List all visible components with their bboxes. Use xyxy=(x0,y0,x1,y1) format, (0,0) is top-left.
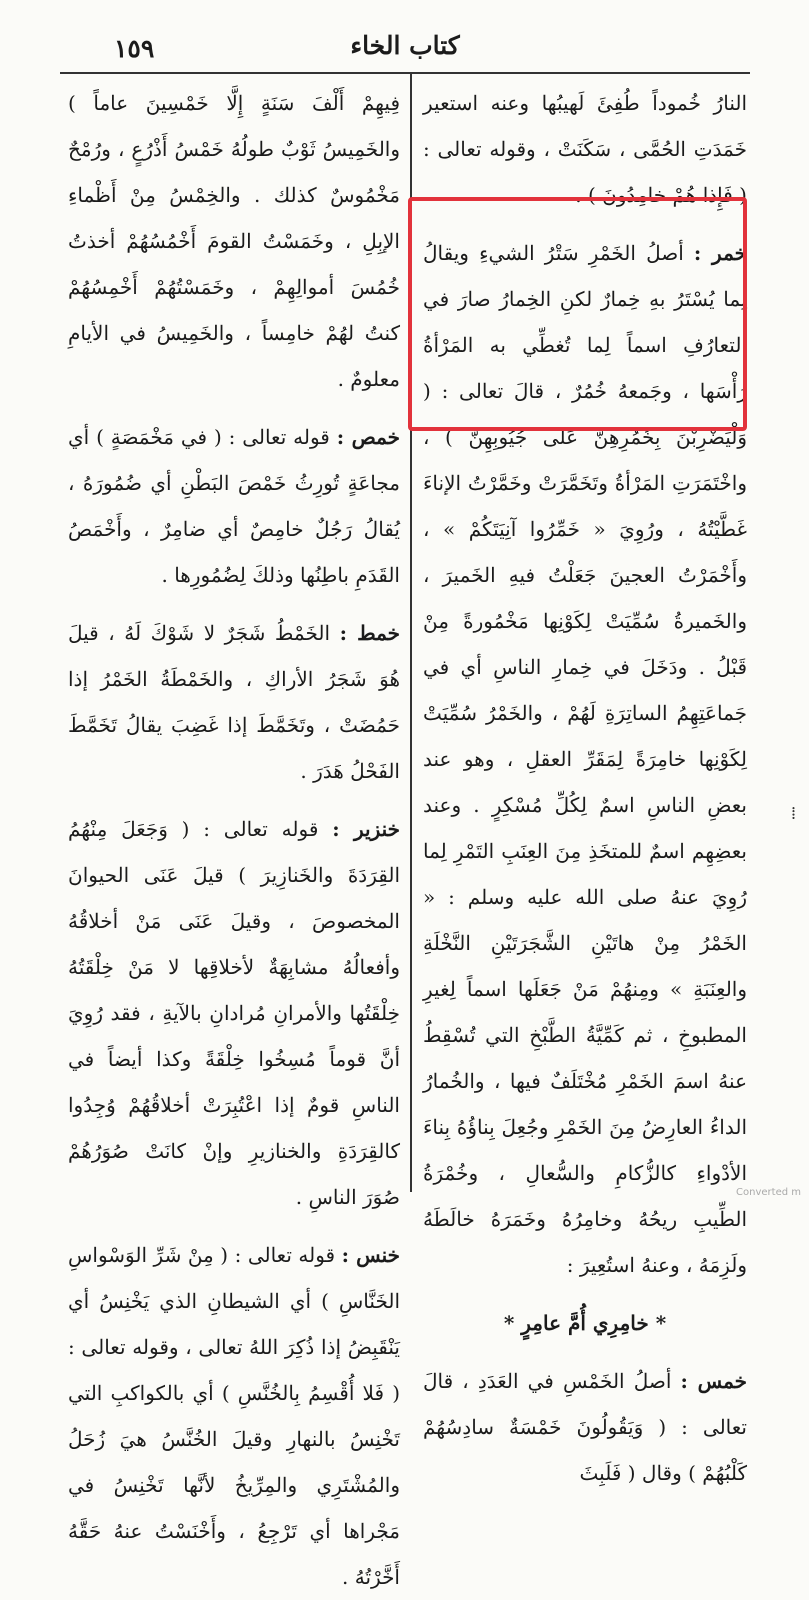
entry-headword: خمص : xyxy=(336,425,401,449)
entry-text: أصلُ الخَمْسِ في العَدَدِ ، قالَ تعالى : ( وَيَقُولُونَ خَمْسَةٌ سادِسُهُمْ كَلْبُهُمْ ) وقال ( فَلَبِثَ xyxy=(423,1369,747,1485)
entry-headword: خنس : xyxy=(341,1243,400,1267)
entry-headword: خمس : xyxy=(680,1369,747,1393)
entry-khams-continuation xyxy=(68,80,400,402)
entry-headword: خمط : xyxy=(339,621,400,645)
entry-khamt xyxy=(68,610,400,794)
entry-text: الخَمْطُ شَجَرٌ لا شَوْكَ لَهُ ، قيلَ هُوَ شَجَرُ الأراكِ ، والخَمْطَةُ الخَمْرُ إذا حَمُضَتْ ، وتَخَمَّطَ إذا غَضِبَ يقالُ تَخَمَّطَ الفَحْلُ هَدَرَ . xyxy=(68,621,400,783)
entry-headword: خمر : xyxy=(693,241,747,265)
column-divider xyxy=(410,74,412,1192)
entry-headword: خنزير : xyxy=(332,817,401,841)
entry-text: قوله تعالى : ( مِنْ شَرِّ الوَسْواسِ الخَنَّاسِ ) أي الشيطانِ الذي يَخْنِسُ أي يَنْقَبِضُ إذا ذُكِرَ اللهُ تعالى ، وقوله تعالى : ( فَلا أُقْسِمُ بِالخُنَّسِ ) أي بالكواكبِ التي تَخْنِسُ بالنهارِ وقيلَ الخُنَّسُ هيَ زُحَلُ والمُشْتَرِي والمِرِّيخُ لأنَّها تَخْنِسُ في مَجْراها أي تَرْجِعُ ، وأَخْنَسْتُ عنهُ حَقَّهُ أَخَّرْتُهُ . xyxy=(68,1243,400,1589)
book-title: كتاب الخاء xyxy=(350,31,460,60)
entry-text: النارُ خُموداً طُفِئَ لَهيبُها وعنه استعير خَمَدَتِ الحُمَّى ، سَكَنَتْ ، وقوله تعالى : ( فَإِذا هُمْ خامِدُونَ ) . xyxy=(423,91,747,207)
entry-khamad-continuation xyxy=(423,80,747,218)
entry-khamr xyxy=(423,230,747,1288)
entry-text: أصلُ الخَمْرِ سَتْرُ الشيءِ ويقالُ لِما يُسْتَرُ بهِ خِمارٌ لكنِ الخِمارُ صارَ في التعارُفِ اسماً لِما تُغطِّي به المَرْأةُ رَأْسَها ، وجَمعهُ خُمُرٌ ، قالَ تعالى : ( وَلْيَضْرِبْنَ بِخُمُرِهِنَّ عَلى جُيُوبِهِنَّ ) ، واخْتَمَرَتِ المَرْأةُ وتَخَمَّرَتْ وخَمَّرْتُ الإناءَ غَطَّيْتُهُ ، ورُوِيَ « خَمِّرُوا آنِيَتَكُمْ » ، وأَخْمَرْتُ العجينَ جَعَلْتُ فيهِ الخَميرَ ، والخَميرةُ سُمِّيَتْ لِكَوْنِها مَخْمُورةً مِنْ قَبْلُ . ودَخَلَ في خِمارِ الناسِ أي في جَماعَتِهِمُ الساتِرَةِ لَهُمْ ، والخَمْرُ سُمِّيَتْ لِكَوْنِها خامِرَةً لِمَقَرِّ العقلِ ، وهو عند بعضِ الناسِ اسمٌ لِكُلِّ مُسْكِرٍ . وعند بعضِهِم اسمٌ للمتخَذِ مِنَ العِنَبِ التَمْرِ لِما رُوِيَ عنهُ صلى الله عليه وسلم : « الخَمْرُ مِنْ هاتَيْنِ الشَّجَرَتَيْنِ النَّخْلَةِ والعِنَبَةِ » ومِنهُمْ مَنْ جَعَلَها اسماً لِغيرِ المطبوخِ ، ثم كَمِّيَّةُ الطَّبْخِ التي تُسْقِطُ عنهُ اسمَ الخَمْرِ مُخْتَلَفٌ فيها ، والخُمارُ الداءُ العارِضُ مِنَ الخَمْرِ وجُعِلَ بِناؤُهُ بِناءَ الأدْواءِ كالزُّكامِ والسُّعالِ ، وخُمْرَةُ الطِّيبِ ريحُهُ وخامِرُهُ وخَمَرَهُ خالَطَهُ ولَزِمَهُ ، وعنهُ استُعِيرَ : xyxy=(423,241,747,1277)
page-number: ١٥٩ xyxy=(114,34,155,63)
page-header xyxy=(60,14,750,74)
watermark: Converted m xyxy=(736,1187,801,1198)
margin-mark: ⁞ xyxy=(791,803,797,824)
verse-line: * خامِرِي أُمَّ عامِرٍ * xyxy=(503,1311,667,1335)
entry-khams-2 xyxy=(68,414,400,598)
entry-verse xyxy=(423,1300,747,1346)
entry-text: فِيهِمْ أَلْفَ سَنَةٍ إِلَّا خَمْسِينَ عاماً ) والخَمِيسُ ثَوْبٌ طولُهُ خَمْسُ أَذْرُعٍ ، ورُمْحٌ مَخْمُوسٌ كذلك . والخِمْسُ مِنْ أَظْماءِ الإبِلِ ، وخَمَسْتُ القومَ أَخْمُسُهُمْ أخذتُ خُمُسَ أموالِهِمْ ، وخَمَسْتُهُمْ أَخْمِسُهُمْ كنتُ لهُمْ خامِساً ، والخَمِيسُ في الأيامِ معلومٌ . xyxy=(68,91,400,391)
entry-text: قوله تعالى : ( وَجَعَلَ مِنْهُمُ القِرَدَةَ والخَنازِيرَ ) قيلَ عَنَى الحيوانَ المخصوصَ ، وقيلَ عَنَى مَنْ أخلاقُهُ وأفعالُهُ مشابِهَةٌ لأخلاقِها لا مَنْ خِلْقَتُهُ خِلْقَتُها والأمرانِ مُرادانِ بالآيةِ ، فقد رُوِيَ أنَّ قوماً مُسِخُوا خِلْقَةً وكذا أيضاً في الناسِ قومٌ إذا اعْتُبِرَتْ أخلاقُهُمْ وُجِدُوا كالقِرَدَةِ والخنازيرِ وإنْ كانَتْ صُوَرُهُمْ صُوَرَ الناسِ . xyxy=(68,817,400,1209)
entry-khams xyxy=(423,1358,747,1496)
entry-khanas xyxy=(68,1232,400,1600)
entry-text: قوله تعالى : ( في مَخْمَصَةٍ ) أي مجاعَةٍ تُورِثُ خَمْصَ البَطْنِ أي ضُمُورَهُ ، يُقالُ رَجُلٌ خامِصٌ أي ضامِرٌ ، وأَخْمَصُ القَدَمِ باطِنُها وذلكَ لِضُمُورِها . xyxy=(68,425,400,587)
right-column xyxy=(423,80,747,1496)
left-column xyxy=(68,80,400,1600)
entry-khinzir xyxy=(68,806,400,1220)
